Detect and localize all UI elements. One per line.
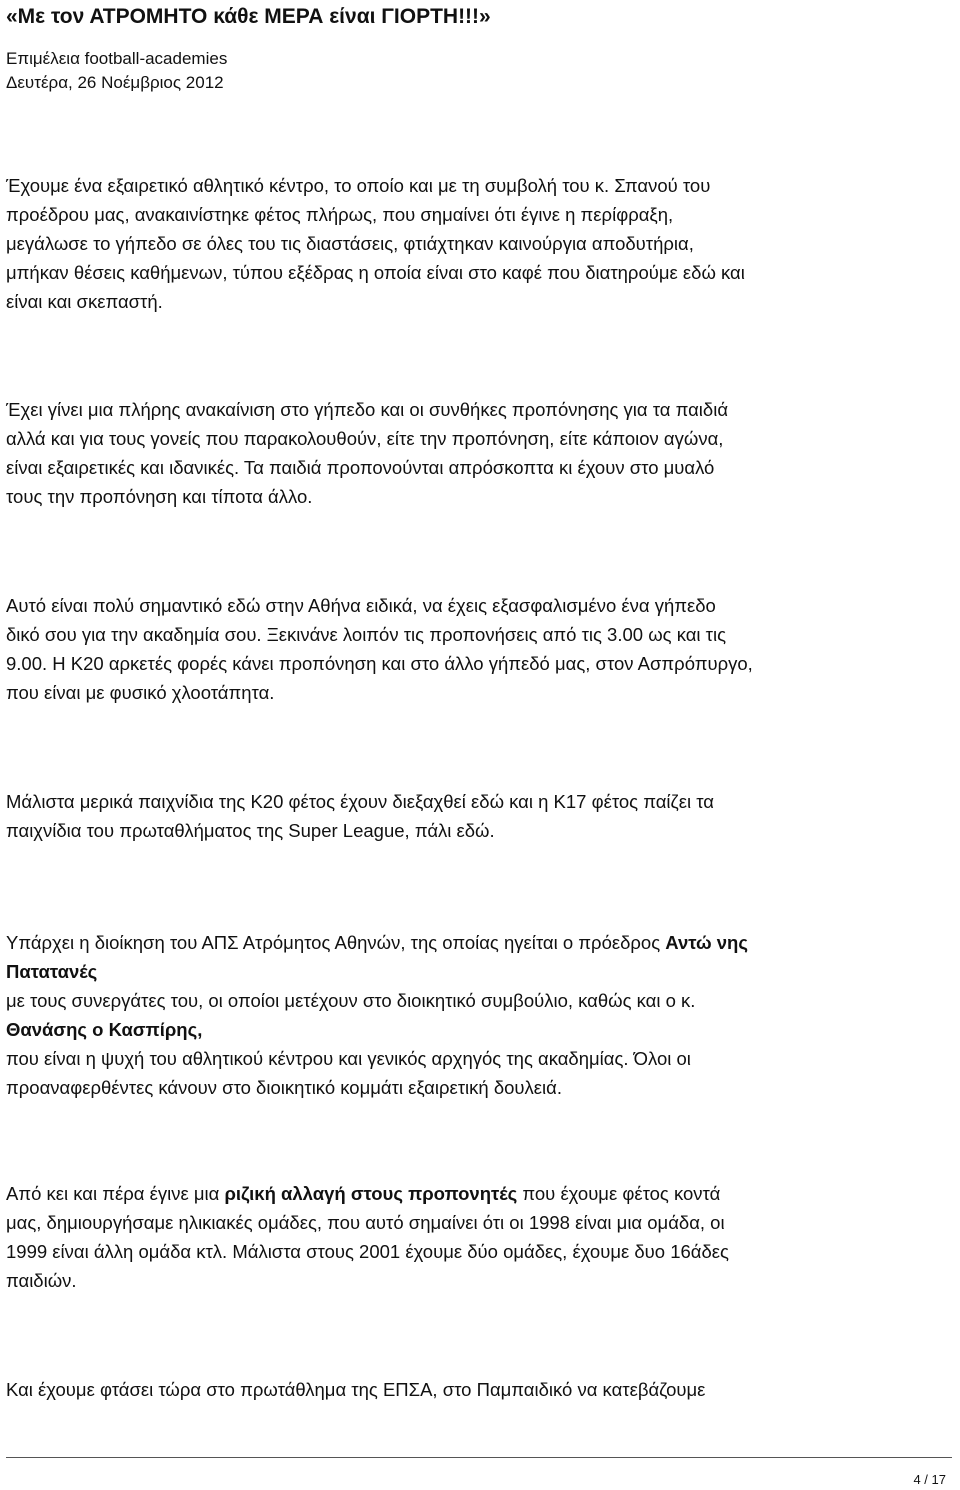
text-line: μας, δημιουργήσαμε ηλικιακές ομάδες, που αυτό σημαίνει ότι οι 1998 είναι μια ομάδα, οι (6, 1212, 725, 1233)
text-line: Αυτό είναι πολύ σημαντικό εδώ στην Αθήνα ειδικά, να έχεις εξασφαλισμένο ένα γήπεδο (6, 595, 716, 616)
text-line: αλλά και για τους γονείς που παρακολουθούν, είτε την προπόνηση, είτε κάποιον αγώνα, (6, 428, 724, 449)
text-line: Έχουμε ένα εξαιρετικό αθλητικό κέντρο, το οποίο και με τη συμβολή του κ. Σπανού του (6, 175, 711, 196)
text-line: παιχνίδια του πρωταθλήματος της Super League, πάλι εδώ. (6, 820, 495, 841)
article-date: Δευτέρα, 26 Νοέμβριος 2012 (6, 73, 224, 92)
text-line: Και έχουμε φτάσει τώρα στο πρωτάθλημα της ΕΠΣΑ, στο Παμπαιδικό να κατεβάζουμε (6, 1379, 706, 1400)
article-byline: Επιμέλεια football-academies (6, 49, 228, 68)
paragraph-training-schedule (6, 591, 946, 707)
text-line: τους την προπόνηση και τίποτα άλλο. (6, 486, 313, 507)
text-line: είναι και σκεπαστή. (6, 291, 163, 312)
article-title: «Με τον ΑΤΡΟΜΗΤΟ κάθε ΜΕΡΑ είναι ΓΙΟΡΤΗ!!!» (6, 5, 491, 28)
text-line: που είναι με φυσικό χλοοτάπητα. (6, 682, 275, 703)
text-line: είναι εξαιρετικές και ιδανικές. Τα παιδιά προπονούνται απρόσκοπτα κι έχουν στο μυαλό (6, 457, 715, 478)
text-line: με τους συνεργάτες του, οι οποίοι μετέχουν στο διοικητικό συμβούλιο, καθώς και ο κ. (6, 990, 696, 1011)
page-number: 4 / 17 (913, 1472, 946, 1487)
text-line: μπήκαν θέσεις καθήμενων, τύπου εξέδρας η οποία είναι στο καφέ που διατηρούμε εδώ και (6, 262, 745, 283)
text-line: Έχει γίνει μια πλήρης ανακαίνιση στο γήπεδο και οι συνθήκες προπόνησης για τα παιδιά (6, 399, 729, 420)
paragraph-renovation (6, 395, 946, 511)
director-name: Θανάσης ο Κασπίρης, (6, 1019, 203, 1040)
text-line: παιδιών. (6, 1270, 77, 1291)
text-line: 9.00. Η Κ20 αρκετές φορές κάνει προπόνηση και στο άλλο γήπεδό μας, στον Ασπρόπυργο, (6, 653, 753, 674)
text-line: Μάλιστα μερικά παιχνίδια της Κ20 φέτος έχουν διεξαχθεί εδώ και η Κ17 φέτος παίζει τα (6, 791, 714, 812)
paragraph-championship (6, 1375, 946, 1404)
text-line: 1999 είναι άλλη ομάδα κτλ. Μάλιστα στους 2001 έχουμε δύο ομάδες, έχουμε δυο 16άδες (6, 1241, 729, 1262)
text-line: προαναφερθέντες κάνουν στο διοικητικό κομμάτι εξαιρετική δουλειά. (6, 1077, 562, 1098)
text-segment: Υπάρχει η διοίκηση του ΑΠΣ Ατρόμητος Αθηνών, της οποίας ηγείται ο πρόεδρος (6, 932, 666, 953)
text-line (6, 1015, 946, 1044)
president-name-part2: Πατατανές (6, 961, 98, 982)
president-name-part1: Αντώ νης (665, 932, 748, 953)
text-line: μεγάλωσε το γήπεδο σε όλες του τις διαστάσεις, φτιάχτηκαν καινούργια αποδυτήρια, (6, 233, 694, 254)
text-segment: που έχουμε φέτος κοντά (517, 1183, 721, 1204)
highlight-coaches-change: ριζική αλλαγή στους προπονητές (224, 1183, 518, 1204)
text-line: προέδρου μας, ανακαινίστηκε φέτος πλήρως, που σημαίνει ότι έγινε η περίφραξη, (6, 204, 674, 225)
paragraph-facility (6, 171, 946, 316)
text-segment: Από κει και πέρα έγινε μια (6, 1183, 225, 1204)
text-line: που είναι η ψυχή του αθλητικού κέντρου και γενικός αρχηγός της ακαδημίας. Όλοι οι (6, 1048, 691, 1069)
text-line: δικό σου για την ακαδημία σου. Ξεκινάνε λοιπόν τις προπονήσεις από τις 3.00 ως και τις (6, 624, 727, 645)
paragraph-matches (6, 787, 946, 845)
text-line (6, 1179, 946, 1208)
paragraph-coaches (6, 1179, 946, 1295)
text-line (6, 928, 946, 957)
footer-divider (6, 1457, 952, 1458)
text-line (6, 957, 946, 986)
paragraph-management (6, 928, 946, 1102)
